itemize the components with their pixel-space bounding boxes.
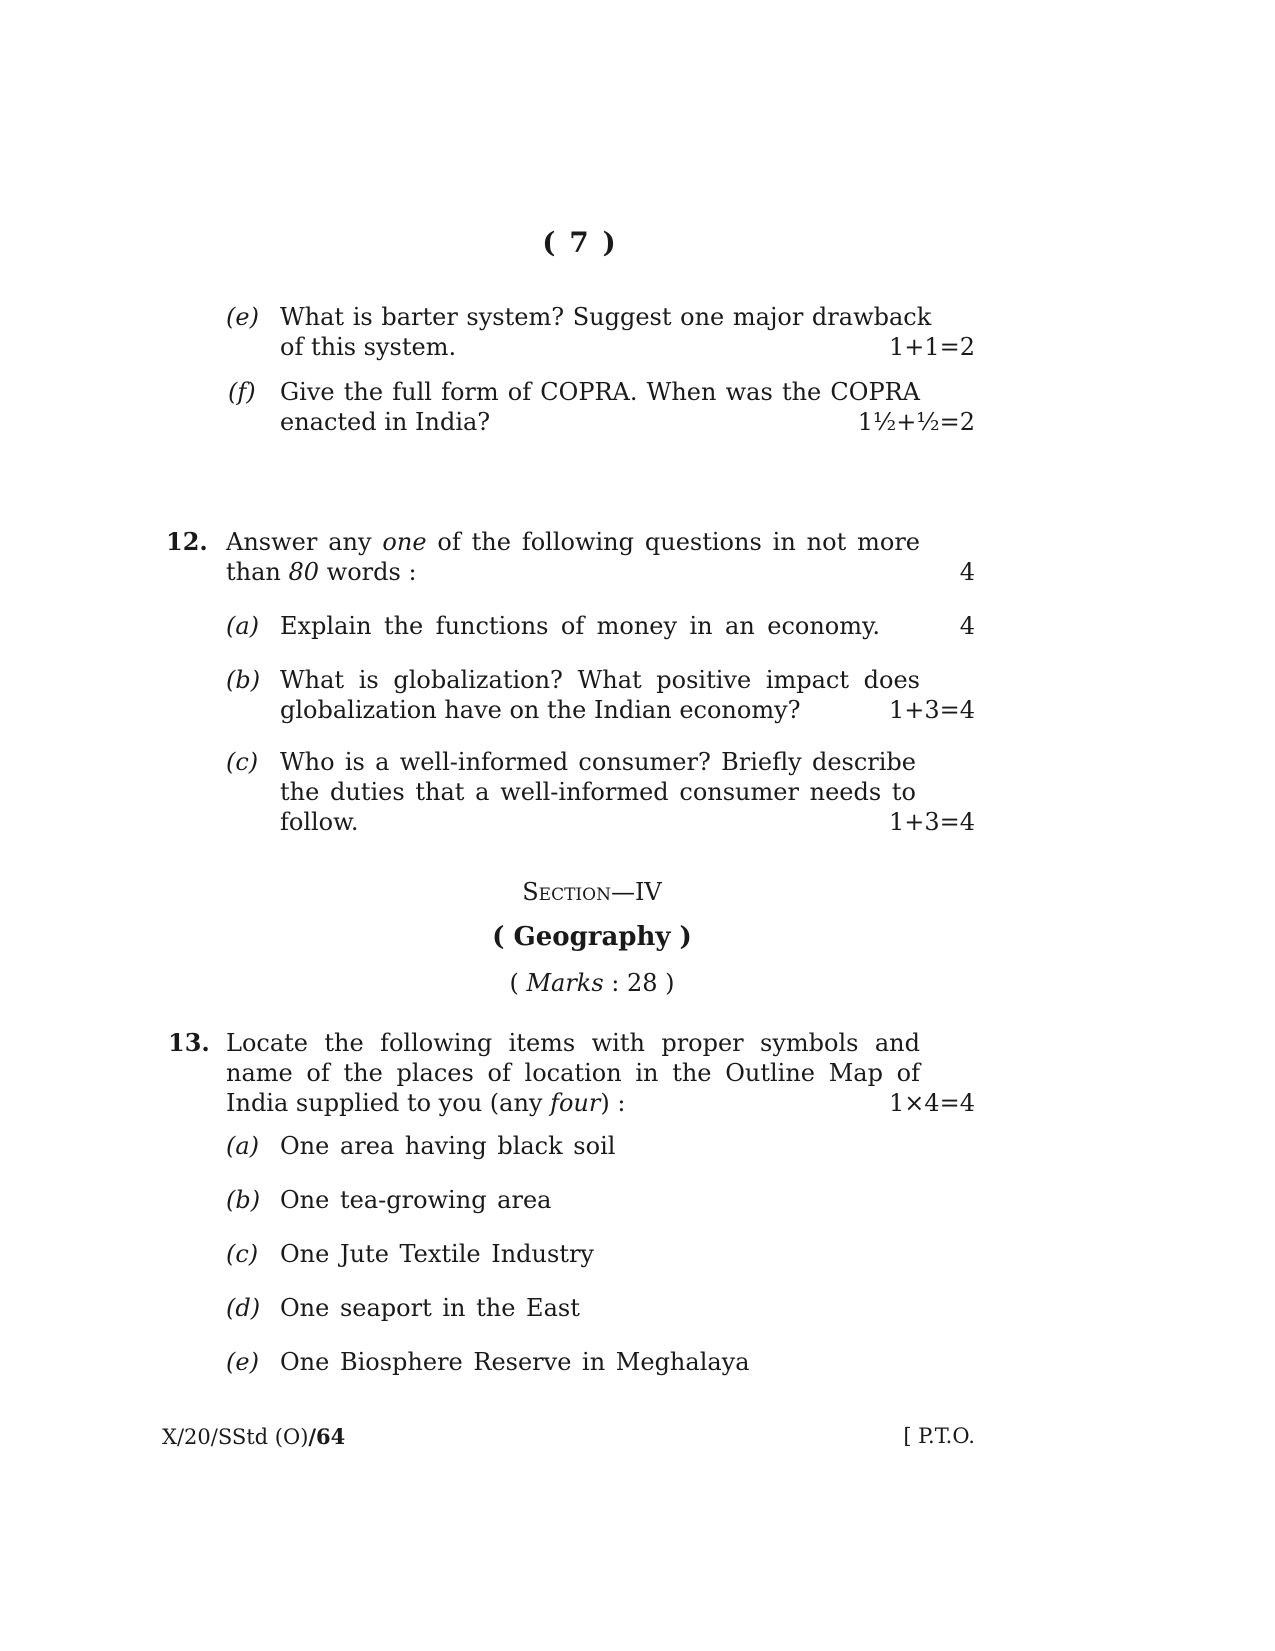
list-item: One area having black soil: [280, 1132, 616, 1160]
question-text: Explain the functions of money in an economy.: [280, 612, 880, 640]
question-text: India supplied to you (any four) :: [226, 1089, 626, 1117]
pto-note: [ P.T.O.: [903, 1424, 975, 1448]
question-text: the duties that a well-informed consumer needs to: [280, 778, 916, 806]
marks: 1×4=4: [888, 1089, 975, 1117]
item-label: (e): [226, 1348, 259, 1376]
list-item: One seaport in the East: [280, 1294, 580, 1322]
question-text: Answer any one of the following questions in not more: [226, 528, 920, 556]
question-text: Give the full form of COPRA. When was the COPRA: [280, 378, 920, 406]
question-number: 13.: [168, 1028, 210, 1057]
question-text: enacted in India?: [280, 408, 491, 436]
question-text: globalization have on the Indian economy?: [280, 696, 801, 724]
question-text: follow.: [280, 808, 359, 836]
part-label: (e): [226, 303, 259, 331]
question-text: Locate the following items with proper symbols and: [226, 1029, 920, 1057]
question-text: than 80 words :: [226, 558, 417, 586]
item-label: (d): [226, 1294, 261, 1322]
item-label: (a): [226, 1132, 260, 1160]
question-text: of this system.: [280, 333, 457, 361]
question-text: What is globalization? What positive impact does: [280, 666, 920, 694]
part-label: (f): [228, 378, 256, 406]
section-title: Section—IV: [522, 878, 662, 906]
marks: 1+3=4: [888, 808, 975, 836]
question-text: What is barter system? Suggest one major drawback: [280, 303, 932, 331]
list-item: One Jute Textile Industry: [280, 1240, 594, 1268]
list-item: One tea-growing area: [280, 1186, 552, 1214]
question-number: 12.: [166, 527, 208, 556]
section-subject: ( Geography ): [492, 922, 692, 952]
marks: 1½+½=2: [857, 408, 975, 436]
part-label: (c): [226, 748, 259, 776]
part-label: (b): [226, 666, 261, 694]
marks: 4: [959, 612, 975, 640]
part-label: (a): [226, 612, 260, 640]
item-label: (c): [226, 1240, 259, 1268]
marks: 1+3=4: [888, 696, 975, 724]
marks: 4: [959, 558, 975, 586]
item-label: (b): [226, 1186, 261, 1214]
page-number: ( 7 ): [542, 226, 618, 259]
section-marks: ( Marks : 28 ): [509, 969, 675, 997]
question-text: Who is a well-informed consumer? Briefly describe: [280, 748, 916, 776]
list-item: One Biosphere Reserve in Meghalaya: [280, 1348, 750, 1376]
paper-code: X/20/SStd (O)/64: [162, 1424, 346, 1449]
question-text: name of the places of location in the Outline Map of: [226, 1059, 920, 1087]
marks: 1+1=2: [888, 333, 975, 361]
